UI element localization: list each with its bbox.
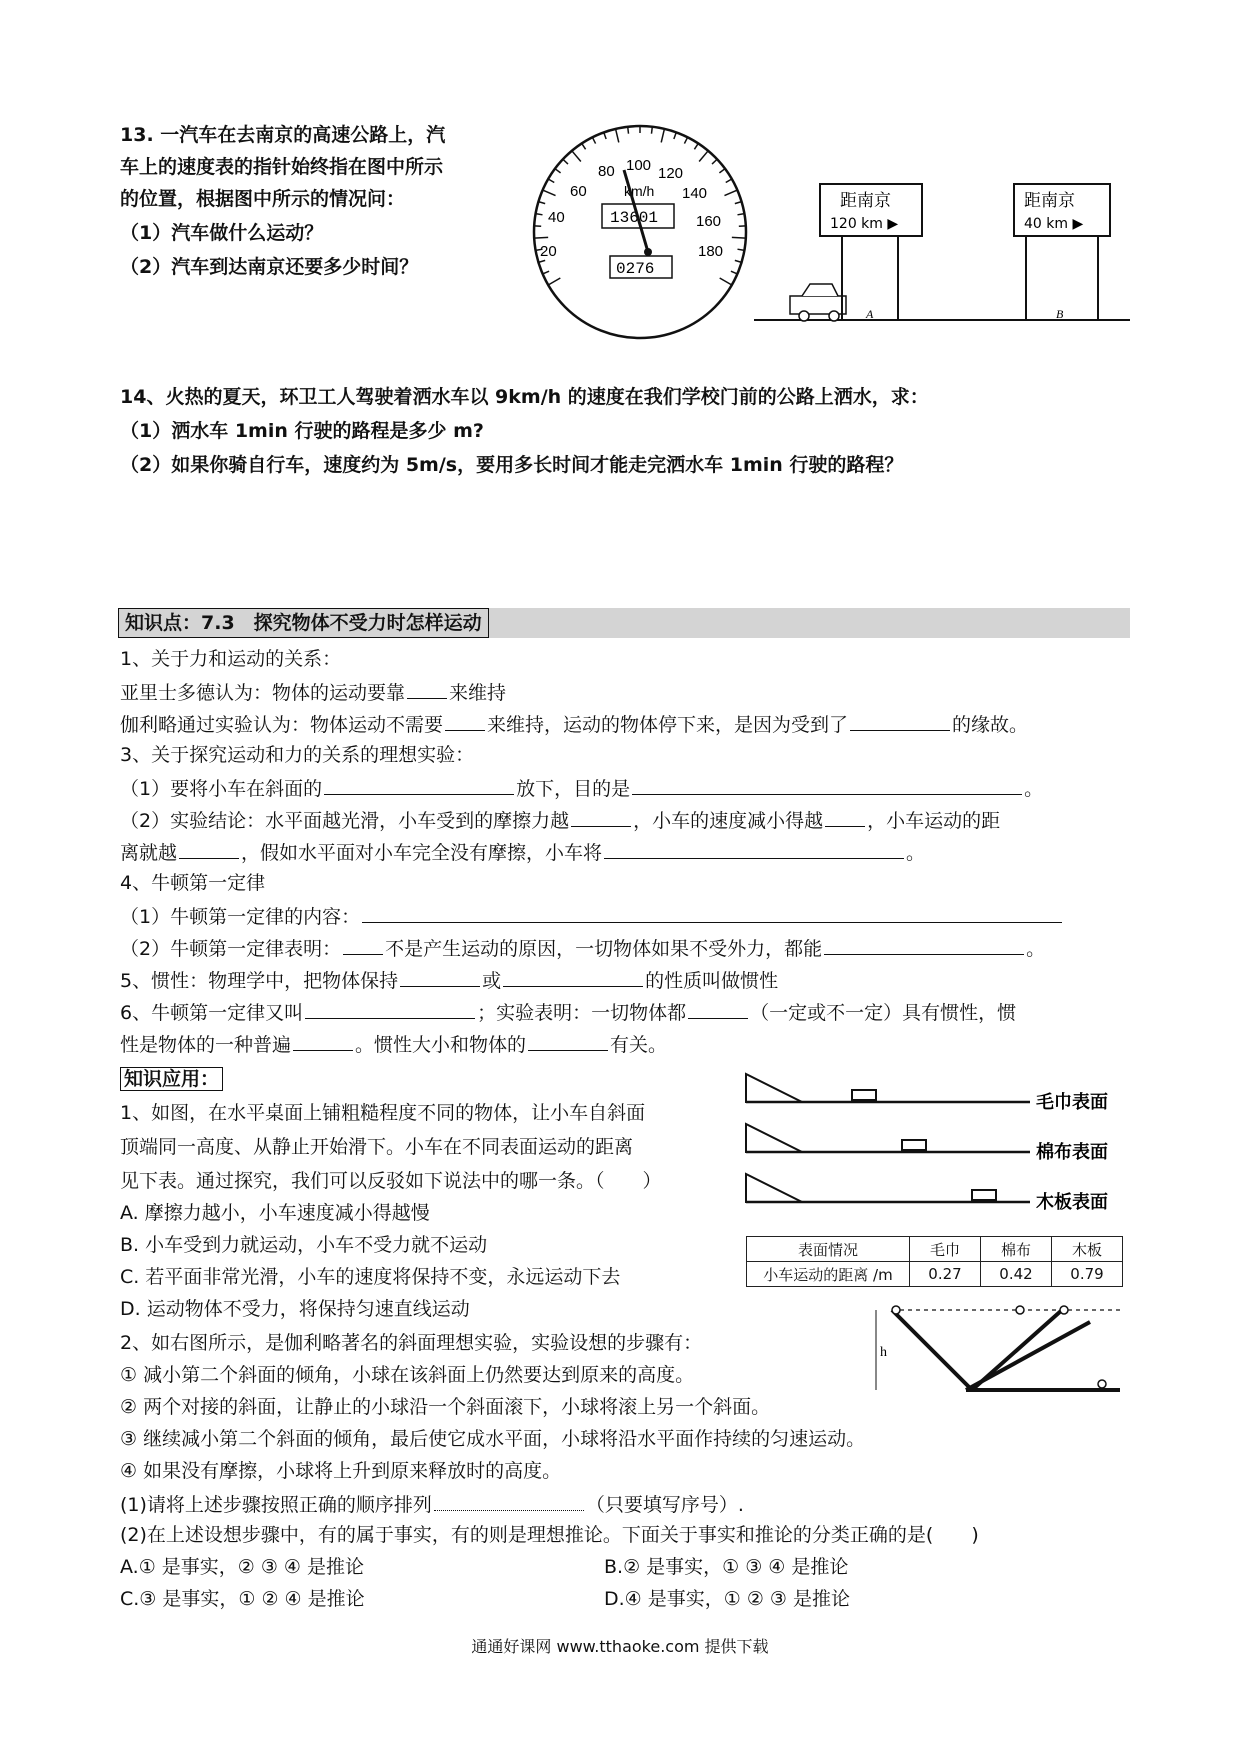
sign-a-distance: 120 km ▶ <box>830 216 899 232</box>
k-line-6: （2）实验结论：水平面越光滑，小车受到的摩擦力越 ，小车的速度减小得越 ，小车运动的距 <box>120 806 1000 834</box>
speed-tick-mark <box>604 132 606 139</box>
speed-unit: km/h <box>624 183 655 199</box>
tick-180: 180 <box>698 243 724 260</box>
q14-sub1: （1）洒水车 1min 行驶的路程是多少 m? <box>120 420 484 442</box>
speed-tick-mark <box>548 278 560 285</box>
table-row-label: 小车运动的距离 /m <box>747 1262 910 1287</box>
speed-tick-mark <box>732 237 746 238</box>
surface-towel: 毛巾表面 <box>1036 1092 1108 1113</box>
k-line-12: 6、牛顿第一定律又叫 ；实验表明：一切物体都 （一定或不一定）具有惯性，惯 <box>120 998 1016 1026</box>
tick-160: 160 <box>696 213 722 230</box>
tick-100: 100 <box>626 157 652 174</box>
q13-line3: 的位置，根据图中所示的情况问： <box>120 188 406 210</box>
table-header: 表面情况 <box>747 1237 910 1262</box>
table-cell: 0.79 <box>1052 1262 1123 1287</box>
sign-b-title: 距南京 <box>1024 191 1075 211</box>
trip-meter: 0276 <box>616 260 655 278</box>
speed-tick-mark <box>674 132 676 139</box>
odometer: 13601 <box>610 209 659 227</box>
speed-tick-mark <box>719 169 725 173</box>
speed-tick-mark <box>712 159 717 164</box>
k-line-8: 4、牛顿第一定律 <box>120 872 266 894</box>
app-q1-line3: 见下表。通过探究，我们可以反驳如下说法中的哪一条。（ ） <box>120 1170 662 1192</box>
page-footer: 通通好课网 www.tthaoke.com 提供下载 <box>471 1637 769 1656</box>
speed-tick-mark <box>720 278 732 285</box>
tick-140: 140 <box>682 185 708 202</box>
app-step-2: ② 两个对接的斜面，让静止的小球沿一个斜面滚下，小球将滚上另一个斜面。 <box>120 1396 771 1418</box>
tick-20: 20 <box>540 243 557 260</box>
k-line-2: 亚里士多德认为：物体的运动要靠 来维持 <box>120 678 506 706</box>
table-cell: 0.27 <box>910 1262 981 1287</box>
speed-tick-mark <box>616 129 619 143</box>
tick-40: 40 <box>548 209 565 226</box>
speed-tick-mark <box>699 151 708 162</box>
sign-a-title: 距南京 <box>840 191 891 211</box>
k-line-11: 5、惯性：物理学中，把物体保持 或 的性质叫做惯性 <box>120 966 778 994</box>
table-row <box>747 1237 1123 1262</box>
speed-tick-mark <box>538 260 545 262</box>
app-option-b: B. 小车受到力就运动，小车不受力就不运动 <box>120 1234 488 1256</box>
speed-tick-mark <box>538 202 545 204</box>
k-line-7: 离就越 ，假如水平面对小车完全没有摩擦，小车将 。 <box>120 838 925 866</box>
tick-120: 120 <box>658 165 684 182</box>
surface-wood: 木板表面 <box>1036 1192 1108 1213</box>
table-header: 棉布 <box>981 1237 1052 1262</box>
speed-tick-mark <box>555 169 561 173</box>
app-step-3: ③ 继续减小第二个斜面的倾角，最后使它成水平面，小球将沿水平面作持续的匀速运动。 <box>120 1428 866 1450</box>
speed-tick-mark <box>735 260 742 262</box>
app-choice-b: B.② 是事实，① ③ ④ 是推论 <box>604 1556 849 1578</box>
speed-tick-mark <box>534 237 548 238</box>
section-title: 知识点：7.3 探究物体不受力时怎样运动 <box>118 608 489 638</box>
car-icon <box>790 284 846 321</box>
height-label: h <box>880 1345 887 1360</box>
app-step-1: ① 减小第二个斜面的倾角，小球在该斜面上仍然要达到原来的高度。 <box>120 1364 695 1386</box>
speed-tick-mark <box>661 129 664 143</box>
speed-tick-mark <box>724 190 737 196</box>
speed-tick-mark <box>735 202 742 204</box>
app-part-2: (2)在上述设想步骤中，有的属于事实，有的则是理想推论。下面关于事实和推论的分类正确的是( ) <box>120 1524 979 1546</box>
app-title: 知识应用： <box>120 1066 223 1092</box>
k-line-5: （1）要将小车在斜面的 放下，目的是 。 <box>120 774 1043 802</box>
app-choice-d: D.④ 是事实，① ② ③ 是推论 <box>604 1588 850 1610</box>
speed-tick-mark <box>628 127 629 134</box>
speed-tick-mark <box>651 127 652 134</box>
road-signs-figure <box>750 180 1140 330</box>
table-cell: 0.42 <box>981 1262 1052 1287</box>
app-choice-a: A.① 是事实，② ③ ④ 是推论 <box>120 1556 364 1578</box>
table-header: 木板 <box>1052 1237 1123 1262</box>
surface-cotton: 棉布表面 <box>1036 1142 1108 1163</box>
ramps-figure <box>740 1068 1140 1228</box>
app-option-d: D. 运动物体不受力，将保持匀速直线运动 <box>120 1298 470 1320</box>
galileo-incline-figure <box>870 1300 1130 1400</box>
speed-tick-mark <box>731 271 737 274</box>
app-q1-line2: 顶端同一高度、从静止开始滑下。小车在不同表面运动的距离 <box>120 1136 634 1158</box>
distance-table <box>746 1236 1123 1287</box>
speed-tick-mark <box>694 143 698 149</box>
app-option-a: A. 摩擦力越小，小车速度减小得越慢 <box>120 1202 430 1224</box>
table-row <box>747 1262 1123 1287</box>
q14-sub2: （2）如果你骑自行车，速度约为 5m/s，要用多长时间才能走完洒水车 1min 行驶的路程？ <box>120 454 904 476</box>
tick-80: 80 <box>598 163 615 180</box>
table-header: 毛巾 <box>910 1237 981 1262</box>
app-option-c: C. 若平面非常光滑，小车的速度将保持不变，永远运动下去 <box>120 1266 621 1288</box>
app-choice-c: C.③ 是事实，① ② ④ 是推论 <box>120 1588 365 1610</box>
speed-tick-mark <box>548 179 554 183</box>
speed-tick-mark <box>543 190 556 196</box>
k-line-1: 1、关于力和运动的关系： <box>120 648 342 670</box>
app-step-4: ④ 如果没有摩擦，小球将上升到原来释放时的高度。 <box>120 1460 562 1482</box>
speed-tick-mark <box>582 143 586 149</box>
q14-line1: 14、火热的夏天，环卫工人驾驶着洒水车以 9km/h 的速度在我们学校门前的公路上洒水，求： <box>120 386 929 408</box>
speed-tick-mark <box>543 271 549 274</box>
k-line-3: 伽利略通过实验认为：物体运动不需要 来维持，运动的物体停下来，是因为受到了 的缘故。 <box>120 710 1028 738</box>
sign-a-label: A <box>866 307 874 321</box>
q13-line1: 13. 一汽车在去南京的高速公路上，汽 <box>120 124 446 146</box>
q13-sub1: （1）汽车做什么运动？ <box>120 222 324 244</box>
speed-tick-mark <box>563 159 568 164</box>
speed-tick-mark <box>572 151 581 162</box>
sign-b-distance: 40 km ▶ <box>1024 216 1084 232</box>
speedometer-figure <box>520 120 760 350</box>
k-line-9: （1）牛顿第一定律的内容： <box>120 902 1064 930</box>
k-line-13: 性是物体的一种普遍 。惯性大小和物体的 有关。 <box>120 1030 667 1058</box>
q13-line2: 车上的速度表的指针始终指在图中所示 <box>120 156 444 178</box>
speed-tick-mark <box>726 179 732 183</box>
speed-tick-mark <box>592 137 595 143</box>
app-q2-line1: 2、如右图所示，是伽利略著名的斜面理想实验，实验设想的步骤有： <box>120 1332 703 1354</box>
q13-sub2: （2）汽车到达南京还要多少时间？ <box>120 256 419 278</box>
sign-b-label: B <box>1056 307 1064 321</box>
app-part-1: (1)请将上述步骤按照正确的顺序排列 （只要填写序号）. <box>120 1490 744 1518</box>
app-q1-line1: 1、如图，在水平桌面上铺粗糙程度不同的物体，让小车自斜面 <box>120 1102 646 1124</box>
speed-tick-mark <box>684 137 687 143</box>
tick-60: 60 <box>570 183 587 200</box>
k-line-10: （2）牛顿第一定律表明： 不是产生运动的原因，一切物体如果不受外力，都能 。 <box>120 934 1045 962</box>
k-line-4: 3、关于探究运动和力的关系的理想实验： <box>120 744 475 766</box>
